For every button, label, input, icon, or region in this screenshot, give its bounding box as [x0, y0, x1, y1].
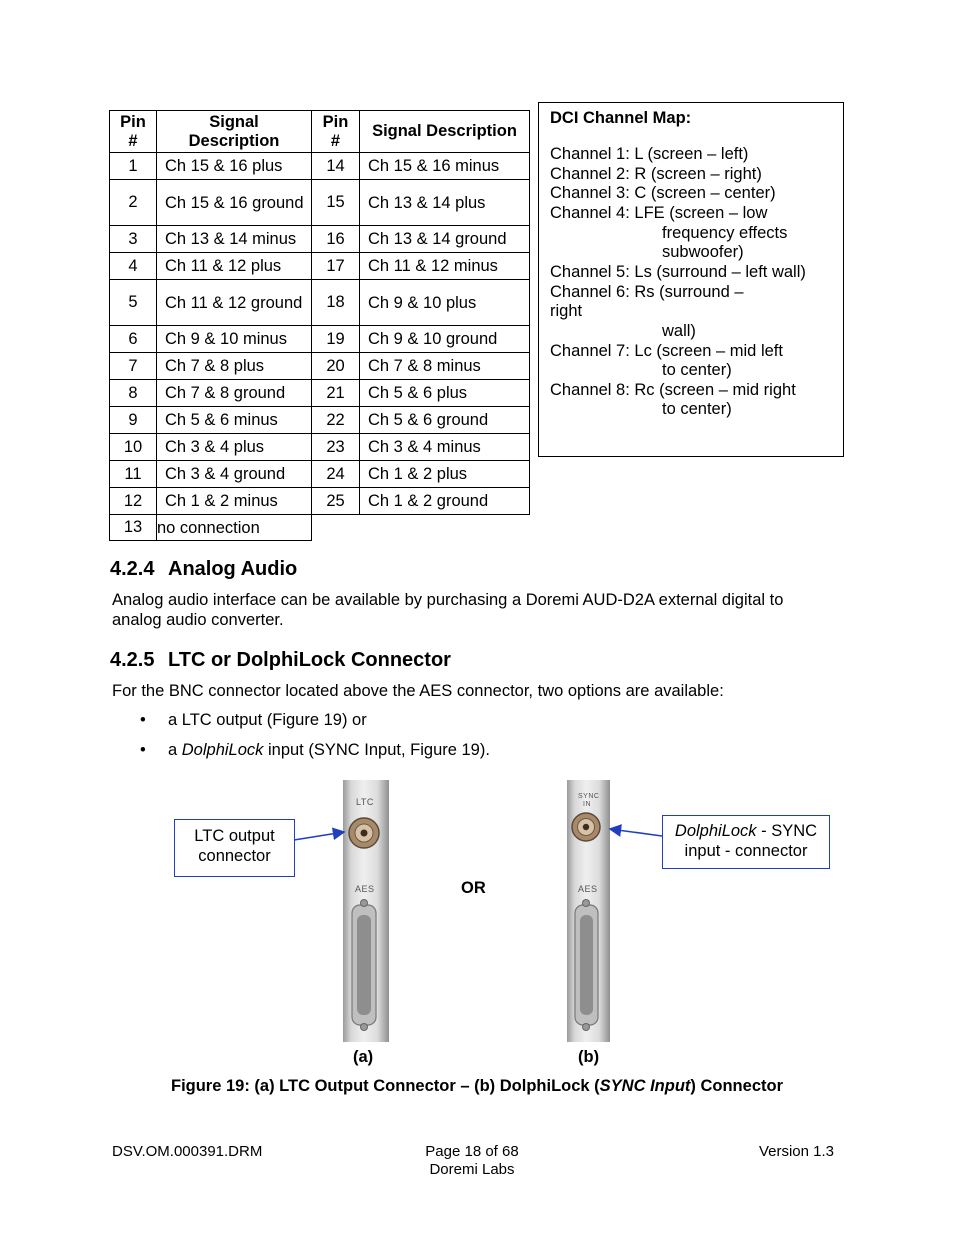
signal-description: Ch 5 & 6 plus: [360, 380, 530, 407]
dci-line: subwoofer): [662, 243, 744, 261]
signal-description: Ch 7 & 8 ground: [157, 380, 312, 407]
pin-number: 2: [110, 180, 157, 226]
pin-number: 12: [110, 488, 157, 515]
pin-number: 18: [312, 280, 360, 326]
pin-number: 7: [110, 353, 157, 380]
dci-line: Channel 2: R (screen – right): [550, 165, 762, 183]
pin-number: 19: [312, 326, 360, 353]
header-desc-1: Signal Description: [157, 111, 312, 153]
pin-number: 8: [110, 380, 157, 407]
footer-page-number: Page 18 of 68: [425, 1143, 519, 1160]
sub-label-b: (b): [578, 1048, 600, 1066]
or-label: OR: [461, 879, 486, 897]
sub-label-a: (a): [353, 1048, 374, 1066]
section-heading-analog-audio: 4.2.4 Analog Audio: [110, 558, 298, 580]
dci-line: frequency effects: [662, 224, 788, 242]
dci-line: Channel 8: Rc (screen – mid right: [550, 381, 796, 399]
dci-line: Channel 5: Ls (surround – left wall): [550, 263, 806, 281]
panel-label-aes: AES: [355, 884, 375, 894]
dci-line: Channel 3: C (screen – center): [550, 184, 776, 202]
pin-number: 14: [312, 153, 360, 180]
signal-description: Ch 15 & 16 minus: [360, 153, 530, 180]
dci-line: to center): [662, 400, 732, 418]
signal-description: Ch 5 & 6 minus: [157, 407, 312, 434]
signal-description: Ch 1 & 2 plus: [360, 461, 530, 488]
pin-number: 21: [312, 380, 360, 407]
pin-number: 20: [312, 353, 360, 380]
pin-number: 16: [312, 226, 360, 253]
pin-number: 17: [312, 253, 360, 280]
signal-description: Ch 1 & 2 minus: [157, 488, 312, 515]
dolphilock-callout: DolphiLock - SYNC input - connector: [662, 815, 830, 869]
pin-number: 24: [312, 461, 360, 488]
footer-company: Doremi Labs: [429, 1161, 515, 1178]
pin-number: 23: [312, 434, 360, 461]
ltc-intro-paragraph: For the BNC connector located above the AES connector, two options are available:: [112, 682, 724, 700]
header-desc-2: Signal Description: [360, 111, 530, 153]
pin-number: 22: [312, 407, 360, 434]
signal-description: Ch 5 & 6 ground: [360, 407, 530, 434]
analog-audio-paragraph: Analog audio interface can be available by purchasing a Doremi AUD-D2A external digital to analog audio converter.: [112, 591, 784, 629]
signal-description: Ch 3 & 4 ground: [157, 461, 312, 488]
pin-number: 15: [312, 180, 360, 226]
pin-number: 11: [110, 461, 157, 488]
panel-label-ltc: LTC: [356, 797, 374, 807]
signal-description: Ch 9 & 10 plus: [360, 280, 530, 326]
footer-doc-id: DSV.OM.000391.DRM: [112, 1143, 263, 1160]
pin-number: 5: [110, 280, 157, 326]
signal-description: Ch 15 & 16 ground: [157, 180, 312, 226]
pin-number: 3: [110, 226, 157, 253]
signal-description: Ch 11 & 12 ground: [157, 280, 312, 326]
dci-line: Channel 1: L (screen – left): [550, 145, 749, 163]
dci-title: DCI Channel Map:: [550, 109, 692, 127]
dci-line: wall): [662, 322, 696, 340]
bullet-icon: •: [140, 711, 146, 729]
panel-label-aes: AES: [578, 884, 598, 894]
pin-number: 1: [110, 153, 157, 180]
pin-number: 6: [110, 326, 157, 353]
arrow-icon: [610, 829, 662, 836]
signal-description: Ch 3 & 4 minus: [360, 434, 530, 461]
signal-description: Ch 15 & 16 plus: [157, 153, 312, 180]
pin-number: 13: [110, 515, 157, 541]
dci-line: to center): [662, 361, 732, 379]
dci-line: Channel 4: LFE (screen – low: [550, 204, 768, 222]
signal-description: Ch 13 & 14 ground: [360, 226, 530, 253]
signal-description: Ch 1 & 2 ground: [360, 488, 530, 515]
signal-description: Ch 9 & 10 ground: [360, 326, 530, 353]
panel-label-sync-in: SYNC IN: [578, 793, 600, 808]
dci-line: Channel 7: Lc (screen – mid left: [550, 342, 783, 360]
section-heading-ltc-connector: 4.2.5 LTC or DolphiLock Connector: [110, 649, 451, 671]
signal-description: Ch 11 & 12 plus: [157, 253, 312, 280]
signal-description: Ch 11 & 12 minus: [360, 253, 530, 280]
ltc-output-callout: LTC output connector: [174, 819, 295, 877]
signal-description: Ch 7 & 8 plus: [157, 353, 312, 380]
bullet-icon: •: [140, 741, 146, 759]
signal-description: Ch 13 & 14 plus: [360, 180, 530, 226]
header-pin-2: Pin #: [312, 111, 360, 153]
figure-caption: Figure 19: (a) LTC Output Connector – (b) DolphiLock (SYNC Input) Connector: [170, 1077, 783, 1095]
pin-number: 25: [312, 488, 360, 515]
dci-line: Channel 6: Rs (surround –: [550, 283, 744, 301]
arrow-icon: [294, 832, 344, 840]
pin-number: 9: [110, 407, 157, 434]
signal-description: Ch 3 & 4 plus: [157, 434, 312, 461]
signal-description: no connection: [157, 515, 312, 541]
signal-description: Ch 13 & 14 minus: [157, 226, 312, 253]
header-pin-1: Pin #: [110, 111, 157, 153]
footer-version: Version 1.3: [758, 1143, 834, 1160]
dci-line: right: [550, 302, 583, 320]
pin-number: 10: [110, 434, 157, 461]
signal-description: Ch 7 & 8 minus: [360, 353, 530, 380]
signal-description: Ch 9 & 10 minus: [157, 326, 312, 353]
pin-number: 4: [110, 253, 157, 280]
footer-page-info: [372, 1143, 572, 1179]
